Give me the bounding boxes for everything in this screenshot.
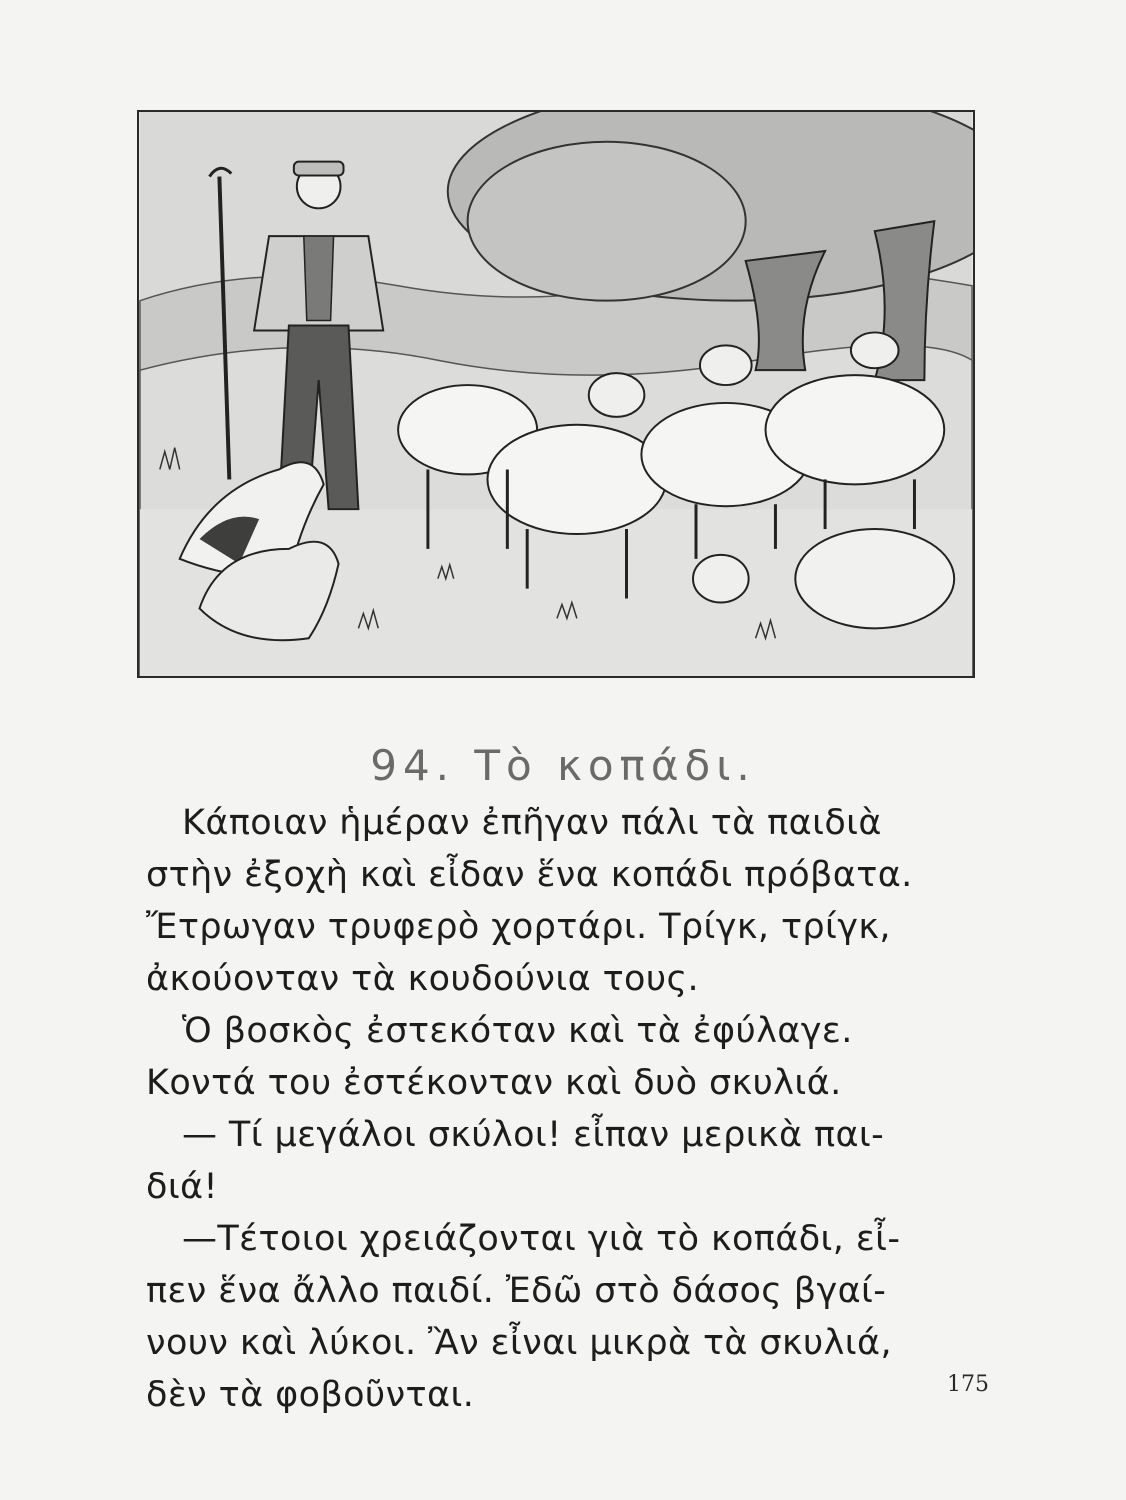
text-line: διά! xyxy=(146,1167,218,1207)
story-text xyxy=(146,797,976,1421)
text-line: Ὁ βοσκὸς ἐστεκόταν καὶ τὰ ἐφύλαγε. xyxy=(182,1011,853,1051)
text-line: Κοντά του ἐστέκονταν καὶ δυὸ σκυλιά. xyxy=(146,1063,842,1103)
text-line: Κάποιαν ἡμέραν ἐπῆγαν πάλι τὰ παιδιὰ xyxy=(182,803,882,843)
text-line: Ἔτρωγαν τρυφερὸ χορτάρι. Τρίγκ, τρίγκ, xyxy=(146,907,891,947)
text-line: ἀκούονταν τὰ κουδούνια τους. xyxy=(146,959,699,999)
shepherd-flock-illustration xyxy=(137,110,975,678)
text-line: στὴν ἐξοχὴ καὶ εἶδαν ἕνα κοπάδι πρόβατα. xyxy=(146,855,913,895)
chapter-title: 94. Τὸ κοπάδι. xyxy=(370,741,756,791)
text-line: πεν ἕνα ἄλλο παιδί. Ἐδῶ στὸ δάσος βγαί- xyxy=(146,1271,887,1311)
text-line: —Τέτοιοι χρειάζονται γιὰ τὸ κοπάδι, εἶ- xyxy=(182,1219,901,1259)
page-number: 175 xyxy=(947,1372,989,1397)
shepherd-illustration-icon xyxy=(139,112,973,676)
text-line: νουν καὶ λύκοι. Ἂν εἶναι μικρὰ τὰ σκυλιά, xyxy=(146,1323,893,1363)
text-line: δὲν τὰ φοβοῦνται. xyxy=(146,1375,475,1415)
text-line: — Τί μεγάλοι σκύλοι! εἶπαν μερικὰ παι- xyxy=(182,1115,885,1155)
